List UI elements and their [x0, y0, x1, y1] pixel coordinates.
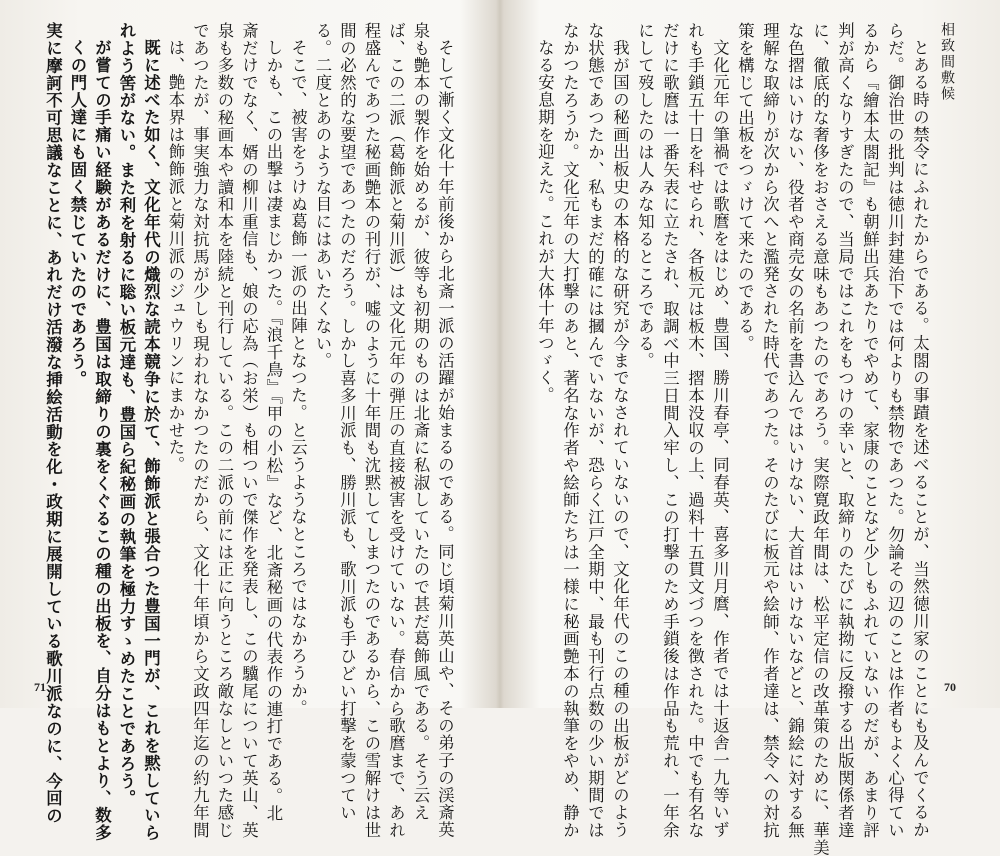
page-number-right: 70: [944, 680, 956, 694]
text-column: 間の必然的な要望であつたのだろう。しかし喜多川派も、勝川派も、歌川派も手ひどい打撃を蒙つてい: [337, 22, 357, 822]
text-column: にして歿したのは人みな知るところである。: [635, 22, 655, 370]
text-column: なかつたろうか。文化元年の大打撃のあと、著名な作者や絵師たちは一様に秘画艶本の執筆をやめ、静か: [560, 22, 580, 839]
text-column: 実に摩訶不可思議なことに、あれだけ活潑な挿絵活動を化・政期に展開している歌川派なのに、今回の: [43, 22, 63, 825]
text-column: そして漸く文化十年前後から北斎一派の活躍が始まるのである。同じ頃菊川英山や、その弟子の渓斎英: [435, 39, 455, 839]
text-column: に、徹底的な奢侈をおさえる意味もあつたのであろう。実際寛政年間は、松平定信の改革策のために、華美: [810, 22, 830, 856]
text-column: とある時の禁令にふれたからである。太閤の事蹟を述べることが、当然徳川家のことにも及んでくるか: [910, 39, 930, 839]
text-column: しかも、この出撃は凄まじかつた。『浪千鳥』『甲の小松』など、北斎秘画の代表作の連打である。北: [263, 39, 283, 823]
text-column: は、艶本界は飾飾派と菊川派のジュウリンにまかせた。: [165, 39, 185, 474]
text-column: が嘗ての手痛い経験があるだけに、豊国は取締りの裏をくぐるこの種の出板を、自分はもとより、数多: [92, 39, 112, 842]
text-column: 既に述べた如く、文化年代の熾烈な読本競争に於て、飾飾派と張合つた豊国一門が、これを黙していら: [141, 39, 161, 842]
text-column: 判が高くなりすぎたので、当局ではこれをもつけの幸いと、取締りのたびに執拗に反撥する出版関係者達: [835, 22, 855, 839]
text-column: そこで、被害をうけぬ葛飾一派の出陣となつた。と云うようなところではなかろうか。: [288, 39, 308, 717]
text-column: なる安息期を迎えた。これが大体十年つゞく。: [535, 39, 555, 404]
text-column: らだ。御治世の批判は徳川封建治下では何よりも禁物であつた。勿論その辺のことは作者もよく心得てい: [885, 22, 905, 839]
text-column: 泉も多数の秘画本や讀和本を陸続と刊行している。この二派の前には正に向うところ敵なしといつた感じ: [214, 22, 234, 839]
text-column: るから『繪本太閤記』も朝鮮出兵あたりでやめて、家康のことなど少しもふれていないのだが、あまり評: [860, 22, 880, 839]
text-column: だけに歌麿は一番矢表に立たされ、取調べ中三日間入牢し、この打撃のため手鎖後は作品も荒れ、一年余: [660, 22, 680, 839]
text-column: ば、この二派（葛飾派と菊川派）は文化元年の弾圧の直接被害を受けていない。春信から歌麿まで、あれ: [386, 22, 406, 839]
page-number-left: 71: [34, 680, 46, 694]
text-column: な色摺はいけない、役者や商売女の名前を書込んではいけない、大首はいけないなどと、錦絵に対する無: [785, 22, 805, 839]
running-header: 相致間敷候: [939, 22, 955, 102]
text-column: る。二度とあのような目にはあいたくない。: [312, 22, 332, 370]
text-column: であつたが、事実強力な対抗馬が少しも現われなかつたのだから、文化十年頃から文政四年迄の約九年間: [190, 22, 210, 839]
text-column: 泉も艶本の製作を始めるが、彼等も初期のものは北斎に私淑していたので甚だ葛飾風である。そう云え: [410, 22, 430, 822]
text-column: くの門人達にも固く禁じていたのであろう。: [67, 39, 87, 388]
text-column: 我が国の秘画出板史の本格的な研究が今までなされていないので、文化年代のこの種の出板がどのよう: [610, 39, 630, 839]
text-column: れよう筈がない。また利を射るに聡い板元達も、豊国ら紀秘画の執筆を極力すゝめたことであろう。: [116, 22, 136, 808]
text-column: な状態であつたか、私もまだ的確には摑んでいないが、恐らく江戸全期中、最も刊行点数の少い期間では: [585, 22, 605, 839]
left-page: [43, 22, 464, 842]
text-column: 理解な取締りが次から次へと濫発された時代であつた。そのたびに板元や絵師、作者達は、禁令への対抗: [760, 22, 780, 839]
text-column: 斎だけでなく、婿の柳川重信も、娘の応為（お栄）も相ついで傑作を発表し、この驥尾について英山、英: [239, 22, 259, 839]
text-column: 文化元年の筆禍では歌麿をはじめ、豊国、勝川春亭、同春英、喜多川月麿、作者では十返舎一九等いず: [710, 39, 730, 839]
text-column: 程盛んであつた秘画艶本の刊行が、嘘のように十年間も沈黙してしまつたのであるから、この雪解けは世: [361, 22, 381, 839]
text-column: 策を構じて出板をつゞけて来たのである。: [735, 22, 755, 353]
text-column: れも手鎖五十日を科せられ、各板元は板木、摺本没収の上、過料十五貫文づつを徴された。中でも有名な: [685, 22, 705, 839]
